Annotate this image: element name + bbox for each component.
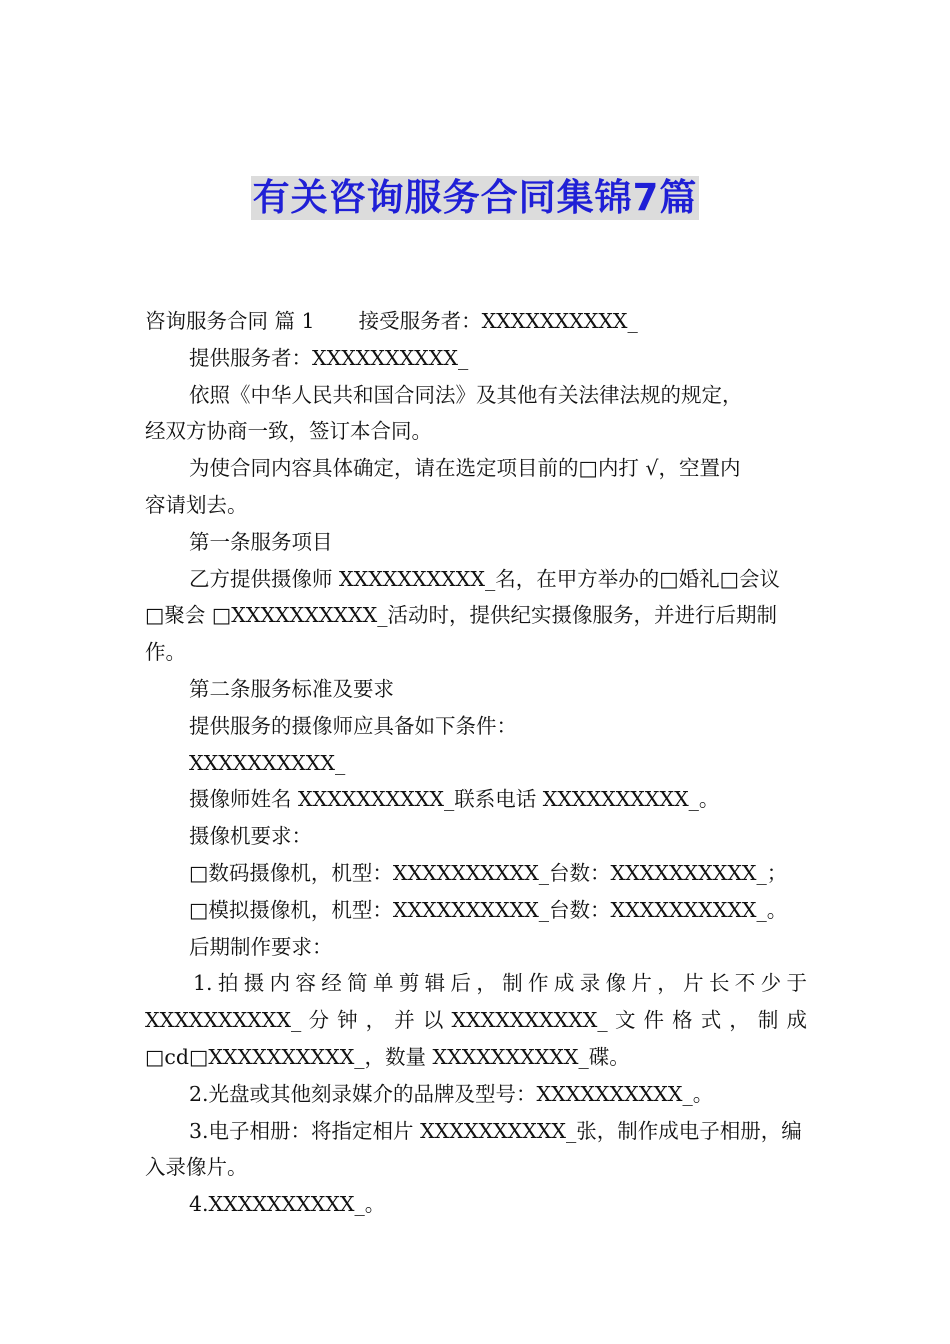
section-heading: 第一条服务项目 [189, 529, 333, 554]
paragraph-line: 2.光盘或其他刻录媒介的品牌及型号：XXXXXXXXXX_。 [189, 1081, 714, 1106]
paragraph-line: 入录像片。 [145, 1155, 248, 1180]
paragraph-line: XXXXXXXXXX_ [189, 750, 346, 775]
service-recipient: 接受服务者：XXXXXXXXXX_ [358, 309, 638, 333]
paragraph-line: 1.拍摄内容经简单剪辑后，制作成录像片，片长不少于 [193, 971, 807, 996]
paragraph-line: □数码摄像机，机型：XXXXXXXXXX_台数：XXXXXXXXXX_； [189, 860, 788, 885]
paragraph-line: 作。 [145, 640, 186, 665]
paragraph-line: 后期制作要求： [189, 934, 333, 959]
paragraph-line: 依照《中华人民共和国合同法》及其他有关法律法规的规定， [189, 382, 743, 407]
paragraph-line: 经双方协商一致，签订本合同。 [145, 419, 432, 444]
title-container [0, 176, 950, 220]
paragraph-line: 容请划去。 [145, 492, 248, 517]
paragraph-line: 为使合同内容具体确定，请在选定项目前的□内打 √，空置内 [189, 456, 741, 481]
paragraph-line: 摄像机要求： [189, 824, 312, 849]
paragraph-line: □聚会 □XXXXXXXXXX_活动时，提供纪实摄像服务，并进行后期制 [145, 603, 777, 628]
section-heading: 第二条服务标准及要求 [189, 676, 394, 701]
paragraph-line: 乙方提供摄像师 XXXXXXXXXX_名，在甲方举办的□婚礼□会议 [189, 566, 780, 591]
service-provider: 提供服务者：XXXXXXXXXX_ [189, 345, 469, 370]
paragraph-line [145, 303, 807, 340]
paragraph-line: 摄像师姓名 XXXXXXXXXX_联系电话 XXXXXXXXXX_。 [189, 787, 720, 812]
paragraph-line: 3.电子相册：将指定相片 XXXXXXXXXX_张，制作成电子相册，编 [189, 1118, 802, 1143]
document-title: 有关咨询服务合同集锦7篇 [252, 176, 698, 219]
paragraph-line: 提供服务的摄像师应具备如下条件： [189, 713, 517, 738]
document-body [145, 303, 807, 1223]
contract-heading: 咨询服务合同 篇 1 [145, 309, 315, 333]
paragraph-line: □模拟摄像机，机型：XXXXXXXXXX_台数：XXXXXXXXXX_。 [189, 897, 788, 922]
paragraph-line: XXXXXXXXXX_ 分 钟 ， 并 以 XXXXXXXXXX_ 文 件 格 式 ， 制 成 [145, 1008, 807, 1033]
paragraph-line: 4.XXXXXXXXXX_。 [189, 1192, 386, 1217]
paragraph-line: □cd□XXXXXXXXXX_，数量 XXXXXXXXXX_碟。 [145, 1044, 630, 1069]
